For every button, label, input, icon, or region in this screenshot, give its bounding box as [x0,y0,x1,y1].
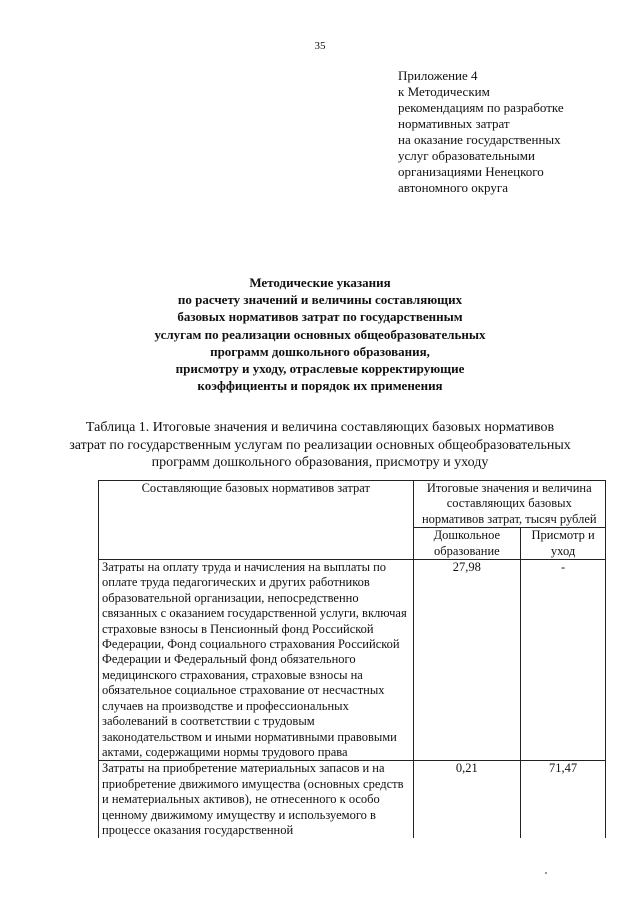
appendix-line: автономного округа [398,180,508,195]
caption-line: Таблица 1. Итоговые значения и величина составляющих базовых нормативов [85,420,555,435]
appendix-line: рекомендациям по разработке [398,100,564,115]
page-number: 35 [314,40,326,52]
caption-line: программ дошкольного образования, присмотру и уходу [151,455,489,470]
table-row [99,560,606,761]
table-row [99,761,606,839]
title-line: присмотру и уходу, отраслевые корректирующие [175,361,465,377]
appendix-line: услуг образовательными [398,148,535,163]
table-header-row [99,481,606,528]
appendix-line: организациями Ненецкого [398,164,544,179]
appendix-line: Приложение 4 [398,68,478,83]
appendix-line: к Методическим [398,84,490,99]
title-line: коэффициенты и порядок их применения [197,378,443,394]
row-label: Затраты на оплату труда и начисления на выплаты по оплате труда педагогических и других работников образовательной организации, непосредственно связанных с оказанием государственной услуги, включая страховые взносы в Пенсионный фонд Российской Федерации, Фонд социального страхования Российской Федерации и Федеральный фонд обязательного медицинского страхования, страховые взносы на обязательное социальное страхование от несчастных случаев на производстве и профессиональных заболеваний в соответствии с трудовым законодательством и иными нормативными правовыми актами, содержащими нормы трудового права [99,560,414,761]
row-value-care: - [521,560,606,761]
row-value-preschool: 27,98 [413,560,521,761]
document-title [0,274,640,394]
title-line: по расчету значений и величины составляющих [177,292,463,308]
title-line: Методические указания [249,275,391,290]
title-line: услугам по реализации основных общеобразовательных [154,326,486,342]
header-totals: Итоговые значения и величина составляющих базовых нормативов затрат, тысяч рублей [413,481,605,528]
row-value-preschool: 0,21 [413,761,521,839]
title-line: базовых нормативов затрат по государственным [177,309,463,325]
appendix-note [398,68,613,196]
cost-table [98,480,606,838]
header-preschool: Дошкольное образование [413,528,521,560]
title-line: программ дошкольного образования, [210,343,430,359]
scan-speck [545,872,547,874]
header-care: Присмотр и уход [521,528,606,560]
appendix-line: на оказание государственных [398,132,561,147]
appendix-line: нормативных затрат [398,116,510,131]
table-caption [0,419,640,472]
row-value-care: 71,47 [521,761,606,839]
caption-line: затрат по государственным услугам по реализации основных общеобразовательных [69,437,571,453]
header-components: Составляющие базовых нормативов затрат [99,481,414,560]
row-label: Затраты на приобретение материальных запасов и на приобретение движимого имущества (основных средств и нематериальных активов), не отнесенного к особо ценному движимому имуществу и используемого в процессе оказания государственной [99,761,414,839]
